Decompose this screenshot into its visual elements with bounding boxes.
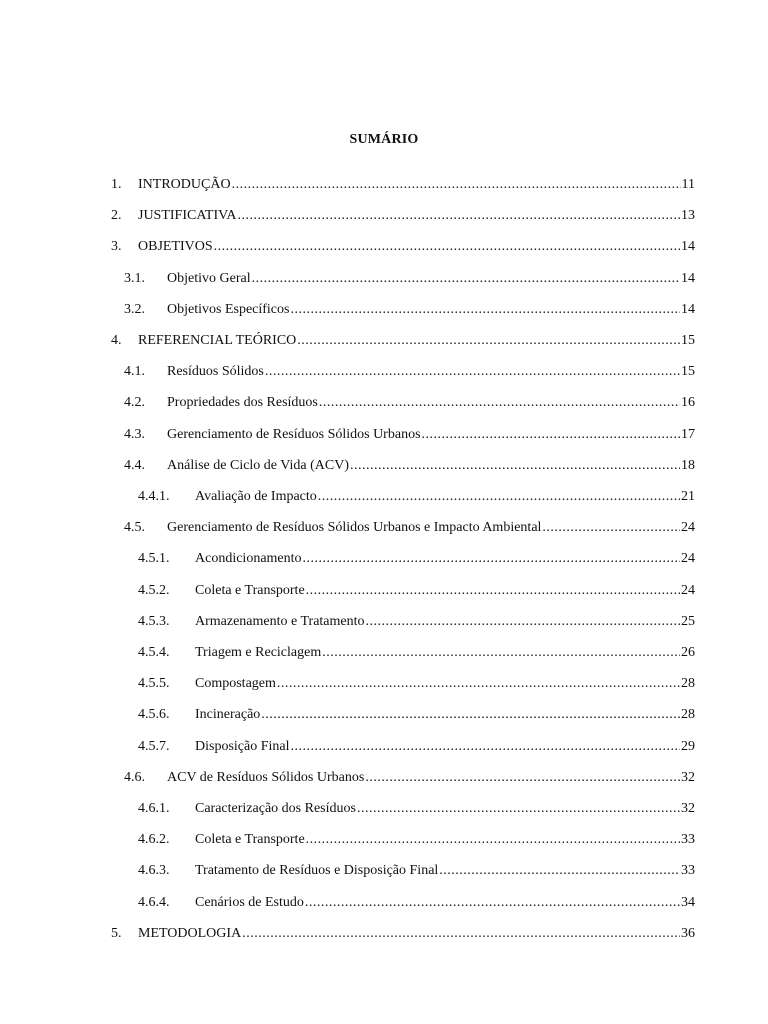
- toc-entry-number: 4.5.2.: [138, 582, 170, 598]
- toc-entry-page: 29: [681, 738, 695, 754]
- toc-entry-number: 4.6.3.: [138, 863, 170, 879]
- toc-entry[interactable]: [111, 393, 695, 413]
- toc-entry-page: 16: [681, 395, 695, 411]
- toc-dot-leader: [261, 705, 680, 725]
- toc-entry-label: Incineração: [195, 707, 261, 723]
- toc-entry[interactable]: [111, 705, 695, 725]
- toc-entry-number: 3.2.: [124, 301, 145, 317]
- toc-entry-number: 4.5.5.: [138, 676, 170, 692]
- toc-entry-label: ACV de Resíduos Sólidos Urbanos: [167, 769, 365, 785]
- toc-entry-number: 4.5.3.: [138, 613, 170, 629]
- toc-entry-label: Gerenciamento de Resíduos Sólidos Urbanos e Impacto Ambiental: [167, 520, 542, 536]
- toc-entry-label: JUSTIFICATIVA: [138, 208, 237, 224]
- toc-entry-label: Objetivo Geral: [167, 270, 251, 286]
- toc-entry[interactable]: [111, 581, 695, 601]
- toc-entry-page: 33: [681, 832, 695, 848]
- toc-entry-label: INTRODUÇÃO: [138, 177, 231, 192]
- toc-entry-number: 4.2.: [124, 395, 145, 411]
- toc-entry-page: 24: [681, 582, 695, 598]
- toc-entry[interactable]: [111, 518, 695, 538]
- toc-entry-page: 36: [681, 925, 695, 941]
- toc-dot-leader: [365, 768, 680, 788]
- toc-dot-leader: [252, 269, 680, 289]
- toc-entry-label: Acondicionamento: [195, 551, 302, 567]
- toc-entry-label: METODOLOGIA: [138, 925, 242, 941]
- toc-entry-label: Tratamento de Resíduos e Disposição Final: [195, 863, 439, 879]
- toc-entry[interactable]: [111, 612, 695, 632]
- toc-entry-number: 2.: [111, 208, 122, 224]
- toc-entry-label: Resíduos Sólidos: [167, 364, 264, 380]
- toc-dot-leader: [232, 175, 681, 195]
- toc-dot-leader: [439, 861, 680, 881]
- toc-dot-leader: [290, 300, 680, 320]
- toc-entry[interactable]: [111, 768, 695, 788]
- toc-entry-number: 4.1.: [124, 364, 145, 380]
- toc-entry[interactable]: [111, 487, 695, 507]
- toc-dot-leader: [422, 425, 680, 445]
- toc-entry[interactable]: [111, 737, 695, 757]
- toc-entry[interactable]: [111, 549, 695, 569]
- toc-dot-leader: [322, 643, 680, 663]
- toc-entry[interactable]: [111, 893, 695, 913]
- toc-dot-leader: [542, 518, 680, 538]
- toc-entry-label: Avaliação de Impacto: [195, 489, 317, 504]
- toc-entry-label: Análise de Ciclo de Vida (ACV): [167, 457, 350, 473]
- toc-entry-number: 5.: [111, 925, 122, 941]
- toc-entry-page: 32: [681, 801, 695, 816]
- toc-entry[interactable]: [111, 643, 695, 663]
- toc-entry[interactable]: [111, 331, 695, 351]
- toc-entry-label: Caracterização dos Resíduos: [195, 801, 356, 816]
- toc-entry-page: 14: [681, 270, 695, 286]
- toc-entry-label: REFERENCIAL TEÓRICO: [138, 333, 297, 348]
- toc-entry-label: Armazenamento e Tratamento: [195, 613, 365, 629]
- toc-entry-number: 4.: [111, 333, 122, 348]
- toc-dot-leader: [238, 206, 680, 226]
- toc-entry-label: Propriedades dos Resíduos: [167, 395, 318, 411]
- toc-entry-label: Triagem e Reciclagem: [195, 645, 322, 660]
- toc-entry[interactable]: [111, 425, 695, 445]
- toc-dot-leader: [318, 487, 680, 507]
- toc-entry-number: 4.6.1.: [138, 801, 170, 816]
- toc-entry-label: Coleta e Transporte: [195, 582, 305, 598]
- toc-entry-page: 34: [681, 894, 695, 910]
- toc-entry[interactable]: [111, 269, 695, 289]
- toc-dot-leader: [214, 237, 680, 257]
- toc-entry-label: Objetivos Específicos: [167, 301, 290, 317]
- toc-entry[interactable]: [111, 456, 695, 476]
- toc-entry-number: 4.4.: [124, 457, 145, 473]
- toc-entry-page: 11: [681, 177, 695, 192]
- toc-entry[interactable]: [111, 674, 695, 694]
- toc-entry-page: 14: [681, 301, 695, 317]
- toc-entry-page: 24: [681, 520, 695, 536]
- toc-entry-number: 4.4.1.: [138, 489, 170, 504]
- toc-entry-number: 4.5.1.: [138, 551, 170, 567]
- toc-entry[interactable]: [111, 362, 695, 382]
- toc-entry-page: 28: [681, 707, 695, 723]
- toc-dot-leader: [306, 581, 680, 601]
- toc-entry-number: 4.6.: [124, 769, 145, 785]
- toc-entry-page: 15: [681, 333, 695, 348]
- toc-dot-leader: [291, 737, 681, 757]
- toc-entry-page: 26: [681, 645, 695, 660]
- toc-entry-page: 28: [681, 676, 695, 692]
- toc-entry[interactable]: [111, 924, 695, 944]
- toc-dot-leader: [265, 362, 680, 382]
- toc-dot-leader: [297, 331, 680, 351]
- toc-entry-number: 4.5.6.: [138, 707, 170, 723]
- toc-dot-leader: [242, 924, 680, 944]
- toc-entry-label: OBJETIVOS: [138, 239, 213, 255]
- toc-entry-page: 14: [681, 239, 695, 255]
- toc-dot-leader: [319, 393, 680, 413]
- toc-entry-number: 3.1.: [124, 270, 145, 286]
- toc-entry[interactable]: [111, 799, 695, 819]
- toc-dot-leader: [305, 893, 680, 913]
- toc-entry-number: 4.5.4.: [138, 645, 170, 660]
- toc-entry[interactable]: [111, 861, 695, 881]
- toc-entry-page: 33: [681, 863, 695, 879]
- toc-dot-leader: [306, 830, 680, 850]
- toc-entry-label: Cenários de Estudo: [195, 894, 304, 910]
- toc-entry-number: 4.6.4.: [138, 894, 170, 910]
- toc-entry-page: 25: [681, 613, 695, 629]
- toc-entry-page: 18: [681, 457, 695, 473]
- toc-entry[interactable]: [111, 300, 695, 320]
- toc-entry-label: Compostagem: [195, 676, 276, 692]
- toc-entry[interactable]: [111, 206, 695, 226]
- toc-entry-page: 24: [681, 551, 695, 567]
- toc-entry-number: 4.5.: [124, 520, 145, 536]
- toc-entry-number: 3.: [111, 239, 122, 255]
- toc-entry[interactable]: [111, 237, 695, 257]
- toc-entry-number: 4.3.: [124, 426, 145, 442]
- toc-entry-page: 32: [681, 769, 695, 785]
- toc-entry-page: 21: [681, 489, 695, 504]
- toc-entry-number: 4.6.2.: [138, 832, 170, 848]
- toc-entry-number: 4.5.7.: [138, 738, 170, 754]
- toc-entry-page: 17: [681, 426, 695, 442]
- toc-entry-page: 15: [681, 364, 695, 380]
- toc-entry-label: Disposição Final: [195, 738, 290, 754]
- toc-dot-leader: [350, 456, 680, 476]
- toc-entry-page: 13: [681, 208, 695, 224]
- toc-entry-label: Gerenciamento de Resíduos Sólidos Urbanos: [167, 426, 421, 442]
- toc-dot-leader: [277, 674, 680, 694]
- toc-entry[interactable]: [111, 830, 695, 850]
- toc-dot-leader: [357, 799, 680, 819]
- toc-entry-label: Coleta e Transporte: [195, 832, 305, 848]
- toc-dot-leader: [366, 612, 680, 632]
- toc-entry-number: 1.: [111, 177, 122, 192]
- toc-dot-leader: [303, 549, 680, 569]
- toc-entry[interactable]: [111, 175, 695, 195]
- toc-title: SUMÁRIO: [349, 132, 419, 147]
